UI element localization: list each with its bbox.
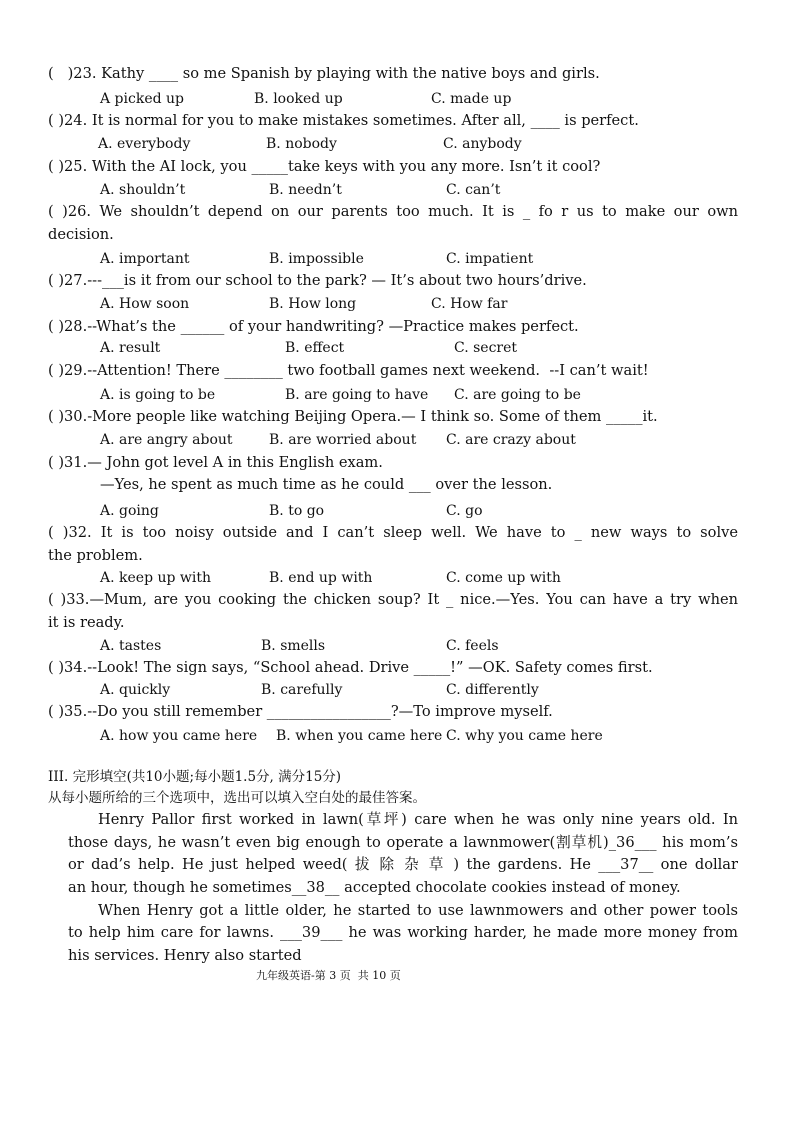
option-a: A. going [100, 503, 159, 519]
question-stem: ( )26. We shouldn’t depend on our parents too much. It is _ fo r us to make our own [48, 203, 738, 220]
option-a: A. are angry about [100, 432, 233, 448]
option-c: C. come up with [446, 570, 561, 586]
passage-line: those days, he wasn’t even big enough to operate a lawnmower(割草机)_36___ his mom’s [68, 834, 738, 851]
option-a: A. How soon [100, 296, 190, 312]
option-b: B. to go [269, 503, 325, 519]
option-a: A. is going to be [100, 387, 216, 403]
option-b: B. are going to have [285, 387, 429, 403]
option-b: B. nobody [266, 136, 337, 152]
option-c: C. can’t [446, 182, 501, 198]
option-b: B. smells [261, 638, 326, 654]
question-stem-continuation: the problem. [48, 547, 143, 564]
question-stem-continuation: decision. [48, 226, 114, 243]
section-title: III. 完形填空(共10小题;每小题1.5分, 满分15分) [48, 769, 342, 785]
option-b: B. needn’t [269, 182, 342, 198]
option-a: A. quickly [100, 682, 171, 698]
option-c: C. impatient [446, 251, 534, 267]
option-c: C. feels [446, 638, 499, 654]
option-c: C. differently [446, 682, 539, 698]
question-stem-continuation: it is ready. [48, 614, 125, 631]
option-b: B. carefully [261, 682, 343, 698]
option-a: A. result [100, 340, 161, 356]
option-a: A. everybody [98, 136, 191, 152]
option-b: B. impossible [269, 251, 364, 267]
option-c: C. How far [431, 296, 508, 312]
option-a: A. important [100, 251, 190, 267]
question-stem: ( )28.--What’s the ______ of your handwriting? —Practice makes perfect. [48, 318, 579, 335]
question-stem-continuation: —Yes, he spent as much time as he could ___ over the lesson. [100, 476, 553, 493]
question-stem: ( )27.---___is it from our school to the park? — It’s about two hours’drive. [48, 272, 587, 289]
option-a: A. keep up with [100, 570, 212, 586]
option-a: A. shouldn’t [100, 182, 186, 198]
section-instruction: 从每小题所给的三个选项中，选出可以填入空白处的最佳答案。 [48, 790, 426, 806]
question-stem: ( )29.--Attention! There ________ two football games next weekend. --I can’t wait! [48, 362, 649, 379]
option-c: C. go [446, 503, 483, 519]
option-a: A. tastes [100, 638, 162, 654]
passage-line: an hour, though he sometimes__38__ accepted chocolate cookies instead of money. [68, 879, 681, 896]
option-b: B. How long [269, 296, 357, 312]
option-c: C. are going to be [454, 387, 581, 403]
option-b: B. are worried about [269, 432, 417, 448]
question-stem: ( )30.-More people like watching Beijing Opera.— I think so. Some of them _____it. [48, 408, 658, 425]
option-b: B. end up with [269, 570, 373, 586]
question-stem: ( )34.--Look! The sign says, “School ahead. Drive _____!” —OK. Safety comes first. [48, 659, 653, 676]
passage-line: to help him care for lawns. ___39___ he was working harder, he made more money from [68, 924, 738, 941]
question-stem: ( )32. It is too noisy outside and I can’t sleep well. We have to _ new ways to solve [48, 524, 738, 541]
option-a: A picked up [100, 91, 184, 107]
passage-line: When Henry got a little older, he started to use lawnmowers and other power tools [98, 902, 738, 919]
question-stem: ( )35.--Do you still remember _________________?—To improve myself. [48, 703, 553, 720]
passage-line: his services. Henry also started [68, 947, 302, 964]
option-b: B. looked up [254, 91, 343, 107]
question-stem: ( )31.— John got level A in this English exam. [48, 454, 383, 471]
option-b: B. when you came here [276, 728, 443, 744]
option-c: C. secret [454, 340, 518, 356]
question-stem: ( )25. With the AI lock, you _____take keys with you any more. Isn’t it cool? [48, 158, 601, 175]
question-stem: ( )33.—Mum, are you cooking the chicken soup? It _ nice.—Yes. You can have a try when [48, 591, 738, 608]
passage-line: Henry Pallor first worked in lawn(草坪) care when he was only nine years old. In [98, 811, 738, 828]
option-c: C. are crazy about [446, 432, 576, 448]
option-a: A. how you came here [100, 728, 258, 744]
passage-line: or dad’s help. He just helped weed( 拔 除 杂 草 ) the gardens. He ___37__ one dollar [68, 856, 738, 873]
option-c: C. made up [431, 91, 512, 107]
question-stem: ( )23. Kathy ____ so me Spanish by playing with the native boys and girls. [48, 65, 600, 82]
option-c: C. anybody [443, 136, 522, 152]
option-b: B. effect [285, 340, 345, 356]
question-stem: ( )24. It is normal for you to make mistakes sometimes. After all, ____ is perfect. [48, 112, 639, 129]
option-c: C. why you came here [446, 728, 603, 744]
page-footer: 九年级英语-第 3 页 共 10 页 [256, 969, 401, 982]
